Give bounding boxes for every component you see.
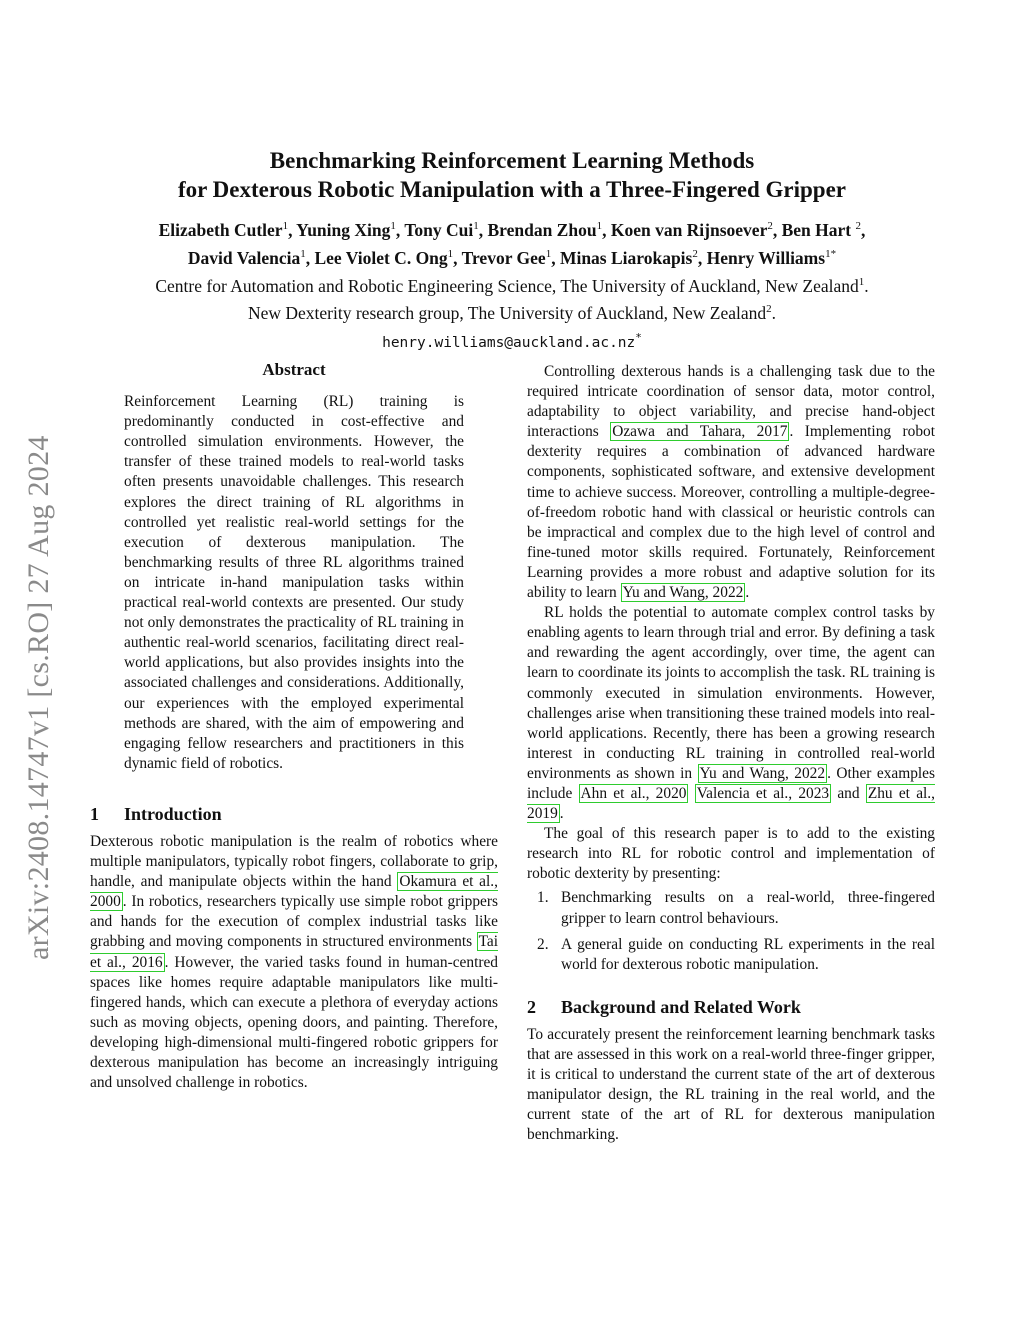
citation-link[interactable]: Valencia et al., 2023 bbox=[696, 784, 830, 802]
list-item: 2. A general guide on conducting RL experiments in the real world for dexterous robotic manipulation. bbox=[537, 935, 935, 973]
right-column bbox=[527, 362, 935, 1145]
section-number: 1 bbox=[90, 803, 99, 824]
citation-link[interactable]: Yu and Wang, 2022 bbox=[622, 584, 744, 602]
abstract-text: Reinforcement Learning (RL) training is predominantly conducted in cost-effective and controlled simulation environments. However, the transfer of these trained models to real-world tasks often presents unavoidable challenges. This research explores the direct training of RL algorithms in controlled yet realistic real-world settings for the execution of dexterous manipulation. The benchmarking results of three RL algorithms trained on intricate in-hand manipulation tasks within practical real-world contexts are presented. Our study not only demonstrates the practicality of RL training in authentic real-world scenarios, facilitating direct real-world applications, but also provides insights into the associated challenges and considerations. Additionally, our experiences with the employed experimental methods are shared, with the aim of empowering and engaging fellow researchers and practitioners in this dynamic field of robotics. bbox=[124, 393, 464, 772]
paper-title bbox=[80, 146, 944, 204]
author: Tony Cui$^1$ bbox=[404, 219, 479, 240]
background-paragraph: To accurately present the reinforcement learning benchmark tasks that are assessed in this work on a real-world three-finger gripper, it is critical to understand the current state of the art of dexterous manipulator design, the RL training in the real world, and the current state of the art of RL for dexterous manipulation benchmarking. bbox=[527, 1025, 935, 1144]
title-line-1: Benchmarking Reinforcement Learning Methods bbox=[269, 148, 755, 173]
author: Lee Violet C. Ong$^1$ bbox=[314, 247, 454, 268]
section-title: Introduction bbox=[124, 803, 222, 824]
author: Trevor Gee$^1$ bbox=[461, 247, 552, 268]
body-paragraph: Controlling dexterous hands is a challenging task due to the required intricate coordination of sensor data, motor control, adaptability to object variability, and precise hand-object interactions Ozawa and Tahara, 2017 . Implementing robot dexterity requires a combination of advanced hardware components, sophisticated software, and extensive development time to achieve success. Moreover, controlling a multiple-degree-of-freedom robotic hand with classical or heuristic controls can be impractical and complex due to the high level of control and fine-tuned motor skills required. Fortunately, Reinforcement Learning provides a more robust and adaptive solution for its ability to learn Yu and Wang, 2022 . bbox=[527, 363, 935, 602]
citation-link[interactable]: Zhu et al., 2019 bbox=[527, 784, 935, 823]
section-title: Background and Related Work bbox=[561, 996, 801, 1017]
author: David Valencia$^1$ bbox=[187, 247, 306, 268]
section-heading-introduction bbox=[90, 804, 498, 824]
authors-line-1: Elizabeth Cutler$^1$, Yuning Xing$^1$, Tony Cui$^1$, Brendan Zhou$^1$, Koen van Rijnsoever$^2$, Ben Hart $^2$, bbox=[158, 219, 866, 240]
section-heading-background bbox=[527, 997, 935, 1017]
title-line-2: for Dexterous Robotic Manipulation with a Three-Fingered Gripper bbox=[177, 177, 847, 202]
affiliation-2: New Dexterity research group, The University of Auckland, New Zealand$^2$. bbox=[247, 303, 777, 324]
author: Yuning Xing$^1$ bbox=[296, 219, 396, 240]
left-column bbox=[90, 360, 498, 1093]
contact-email[interactable]: henry.williams@auckland.ac.nz* bbox=[382, 331, 642, 352]
section-number: 2 bbox=[527, 996, 536, 1017]
abstract-heading: Abstract bbox=[262, 360, 326, 379]
author: Koen van Rijnsoever$^2$ bbox=[610, 219, 773, 240]
arxiv-identifier: arXiv:2408.14747v1 [cs.RO] 27 Aug 2024 bbox=[22, 435, 55, 960]
intro-paragraph: Dexterous robotic manipulation is the realm of robotics where multiple manipulators, typically robot fingers, collaborate to grip, handle, and manipulate objects within the hand Okamura et al., 2000 . In robotics, researchers typically use simple robot grippers and hands for the execution of complex industrial tasks like grabbing and moving components in structured environments Tai et al., 2016 . However, the varied tasks found in human-centred spaces like homes require adaptable manipulators like multi-fingered hands, which can execute a plethora of everyday actions such as moving objects, opening doors, and painting. Therefore, developing high-dimensional multi-fingered robotic grippers for dexterous manipulation has become an increasingly intriguing and unsolved challenge in robotics. bbox=[90, 832, 498, 1092]
citation-link[interactable]: Ahn et al., 2020 bbox=[580, 784, 687, 802]
author: Henry Williams$^{1*}$ bbox=[706, 247, 837, 268]
body-paragraph: The goal of this research paper is to add to the existing research into RL for robotic control and implementation of robotic dexterity by presenting: bbox=[527, 825, 935, 883]
author-list bbox=[80, 214, 944, 270]
author: Brendan Zhou$^1$ bbox=[487, 219, 603, 240]
contribution-list bbox=[527, 888, 935, 974]
title-block bbox=[80, 146, 944, 354]
list-item: 1. Benchmarking results on a real-world, three-fingered gripper to learn control behaviours. bbox=[537, 889, 935, 927]
author: Minas Liarokapis$^2$ bbox=[559, 247, 698, 268]
author: Elizabeth Cutler$^1$ bbox=[158, 219, 289, 240]
citation-link[interactable]: Tai et al., 2016 bbox=[90, 933, 498, 971]
affiliation-1: Centre for Automation and Robotic Engineering Science, The University of Auckland, New Zealand$^1$. bbox=[155, 275, 869, 296]
citation-link[interactable]: Okamura et al., 2000 bbox=[90, 873, 498, 911]
body-paragraph: RL holds the potential to automate complex control tasks by enabling agents to learn through trial and error. By defining a task and rewarding the agent accordingly, over time, the agent can learn to coordinate its joints to accomplish the task. RL training is commonly executed in simulation environments. However, challenges arise when transitioning these trained models into real-world applications. Recently, there has been a growing research interest in conducting RL training in controlled real-world environments as shown in Yu and Wang, 2022 . Other examples include Ahn et al., 2020 Valencia et al., 2023 and Zhu et al., 2019 . bbox=[527, 604, 935, 823]
citation-link[interactable]: Ozawa and Tahara, 2017 bbox=[612, 423, 788, 441]
citation-link[interactable]: Yu and Wang, 2022 bbox=[699, 764, 826, 782]
authors-line-2: David Valencia$^1$, Lee Violet C. Ong$^1$, Trevor Gee$^1$, Minas Liarokapis$^2$, Henry Williams$^{1*}$ bbox=[187, 247, 837, 268]
author: Ben Hart $^2$ bbox=[781, 219, 861, 240]
